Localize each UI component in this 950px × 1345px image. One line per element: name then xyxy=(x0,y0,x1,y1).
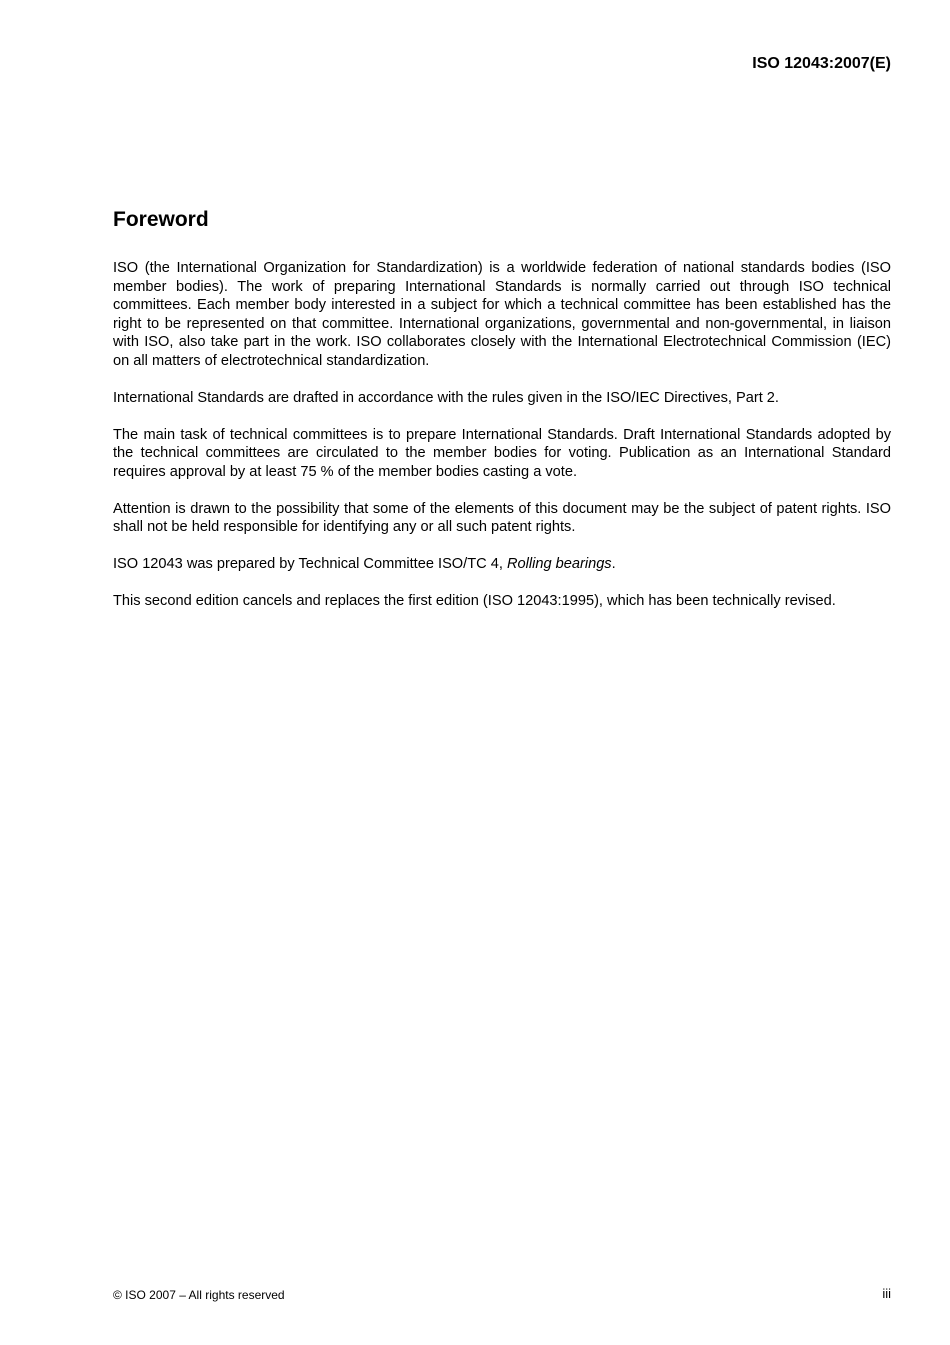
foreword-body xyxy=(113,259,891,629)
prepared-by-suffix: . xyxy=(611,556,616,572)
paragraph-iso-overview: ISO (the International Organization for Standardization) is a worldwide federation of national standards bodies (ISO member bodies). The work of preparing International Standards is normally carried out through ISO technical committees. Each member body interested in a subject for which a technical committee has been established has the right to be represented on that committee. International organizations, governmental and non-governmental, in liaison with ISO, also take part in the work. ISO collaborates closely with the International Electrotechnical Commission (IEC) on all matters of electrotechnical standardization. xyxy=(113,260,891,369)
page-title: Foreword xyxy=(113,208,209,231)
page-number: iii xyxy=(882,1286,891,1301)
copyright-notice: © ISO 2007 – All rights reserved xyxy=(113,1288,285,1302)
paragraph-patent-rights: Attention is drawn to the possibility that some of the elements of this document may be the subject of patent rights. ISO shall not be held responsible for identifying any or all such patent rights. xyxy=(113,500,891,535)
paragraph-prepared-by xyxy=(113,555,891,574)
paragraph-edition-note: This second edition cancels and replaces the first edition (ISO 12043:1995), which has been technically revised. xyxy=(113,593,836,609)
paragraph-directives: International Standards are drafted in accordance with the rules given in the ISO/IEC Directives, Part 2. xyxy=(113,389,779,406)
paragraph-main-task: The main task of technical committees is to prepare International Standards. Draft International Standards adopted by the technical committees are circulated to the member bodies for voting. Publication as an International Standard requires approval by at least 75 % of the member bodies casting a vote. xyxy=(113,426,891,480)
committee-title: Rolling bearings xyxy=(506,556,612,572)
prepared-by-prefix: ISO 12043 was prepared by Technical Committee ISO/TC 4, xyxy=(113,556,507,572)
document-id: ISO 12043:2007(E) xyxy=(752,55,891,72)
